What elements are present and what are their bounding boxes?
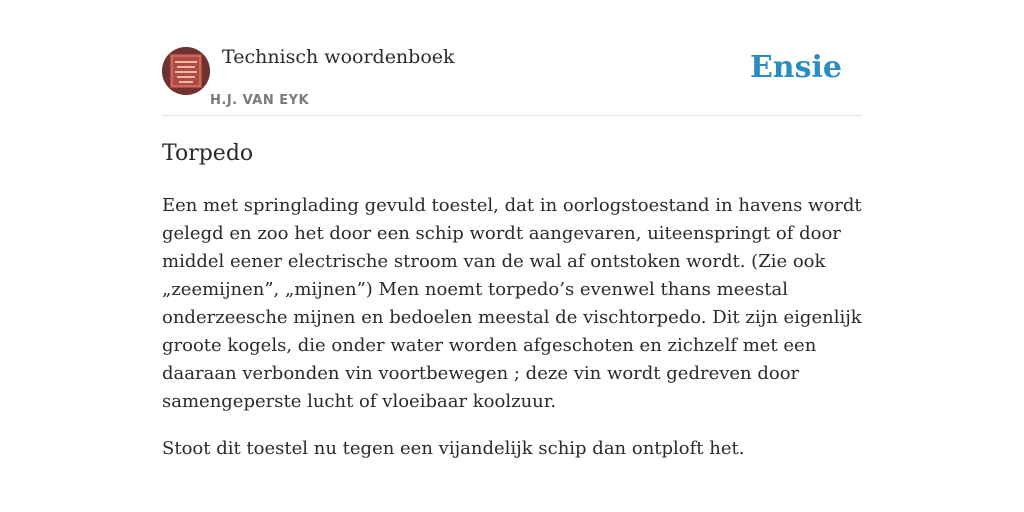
- author-name[interactable]: H.J. VAN EYK: [210, 93, 310, 108]
- entry-paragraph: Stoot dit toestel nu tegen een vijandelijk schip dan ontploft het.: [162, 438, 745, 459]
- entry-title: Torpedo: [162, 141, 254, 166]
- brand-logo[interactable]: Ensie: [749, 50, 842, 85]
- book-title[interactable]: Technisch woordenboek: [222, 46, 455, 68]
- entry-content: [162, 138, 866, 482]
- header: [162, 40, 862, 116]
- entry-paragraph: Een met springlading gevuld toestel, dat in oorlogstoestand in havens wordt gelegd en zoo het door een schip wordt aangevaren, uiteenspringt of door middel eener electrische stroom van de wal af ontstoken wordt. (Zie ook „zeemijnen”, „mijnen”) Men noemt torpedo’s evenwel thans meestal onderzeesche mijnen en bedoelen meestal de vischtorpedo. Dit zijn eigenlijk groote kogels, die onder water worden afgeschoten en zichzelf met een daaraan verbonden vin voortbewegen ; deze vin wordt gedreven door samengeperste lucht of vloeibaar koolzuur.: [162, 195, 862, 412]
- book-cover-thumbnail-icon[interactable]: [162, 47, 210, 95]
